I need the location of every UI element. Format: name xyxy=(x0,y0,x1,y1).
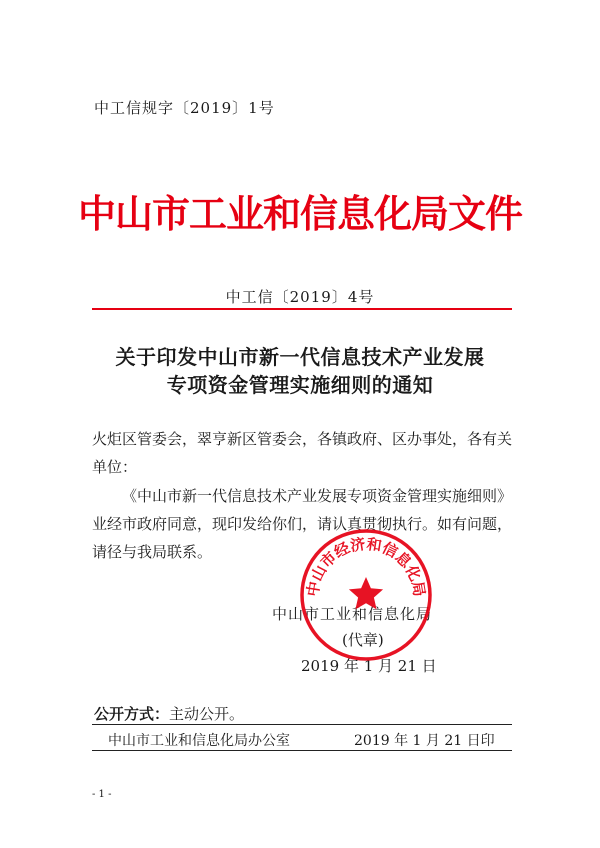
footer-issuer: 中山市工业和信息化局办公室 xyxy=(108,733,290,749)
page-number: - 1 - xyxy=(92,789,112,800)
document-masthead: 中山市工业和信息化局文件 xyxy=(77,192,522,236)
disclosure-label: 公开方式： xyxy=(94,705,170,723)
seal-text: 中山市经济和信息化局 xyxy=(303,534,429,598)
disclosure-value: 主动公开。 xyxy=(169,705,245,723)
signing-date: 2019 年 1 月 21 日 xyxy=(301,657,437,675)
body-paragraph: 《中山市新一代信息技术产业发展专项资金管理实施细则》业经市政府同意，现印发给你们，请认真贯彻执行。如有问题，请径与我局联系。 xyxy=(92,487,513,561)
document-title-line-2: 专项资金管理实施细则的通知 xyxy=(166,373,434,397)
red-divider-line xyxy=(92,308,512,310)
document-number: 中工信〔2019〕4号 xyxy=(225,288,375,306)
footer-top-rule xyxy=(92,724,512,725)
seal-note: (代章) xyxy=(342,631,384,649)
official-seal-stamp xyxy=(298,527,434,663)
footer-bottom-rule xyxy=(92,750,512,751)
disclosure-line xyxy=(94,703,244,724)
signing-organization: 中山市工业和信息化局 xyxy=(272,605,433,623)
document-title-line-1: 关于印发中山市新一代信息技术产业发展 xyxy=(115,345,485,369)
seal-star-icon xyxy=(349,577,383,609)
footer-print-date: 2019 年 1 月 21 日印 xyxy=(354,733,495,749)
salutation: 火炬区管委会，翠亨新区管委会，各镇政府、区办事处，各有关单位： xyxy=(92,430,513,476)
regulation-number: 中工信规字〔2019〕1号 xyxy=(94,99,275,117)
